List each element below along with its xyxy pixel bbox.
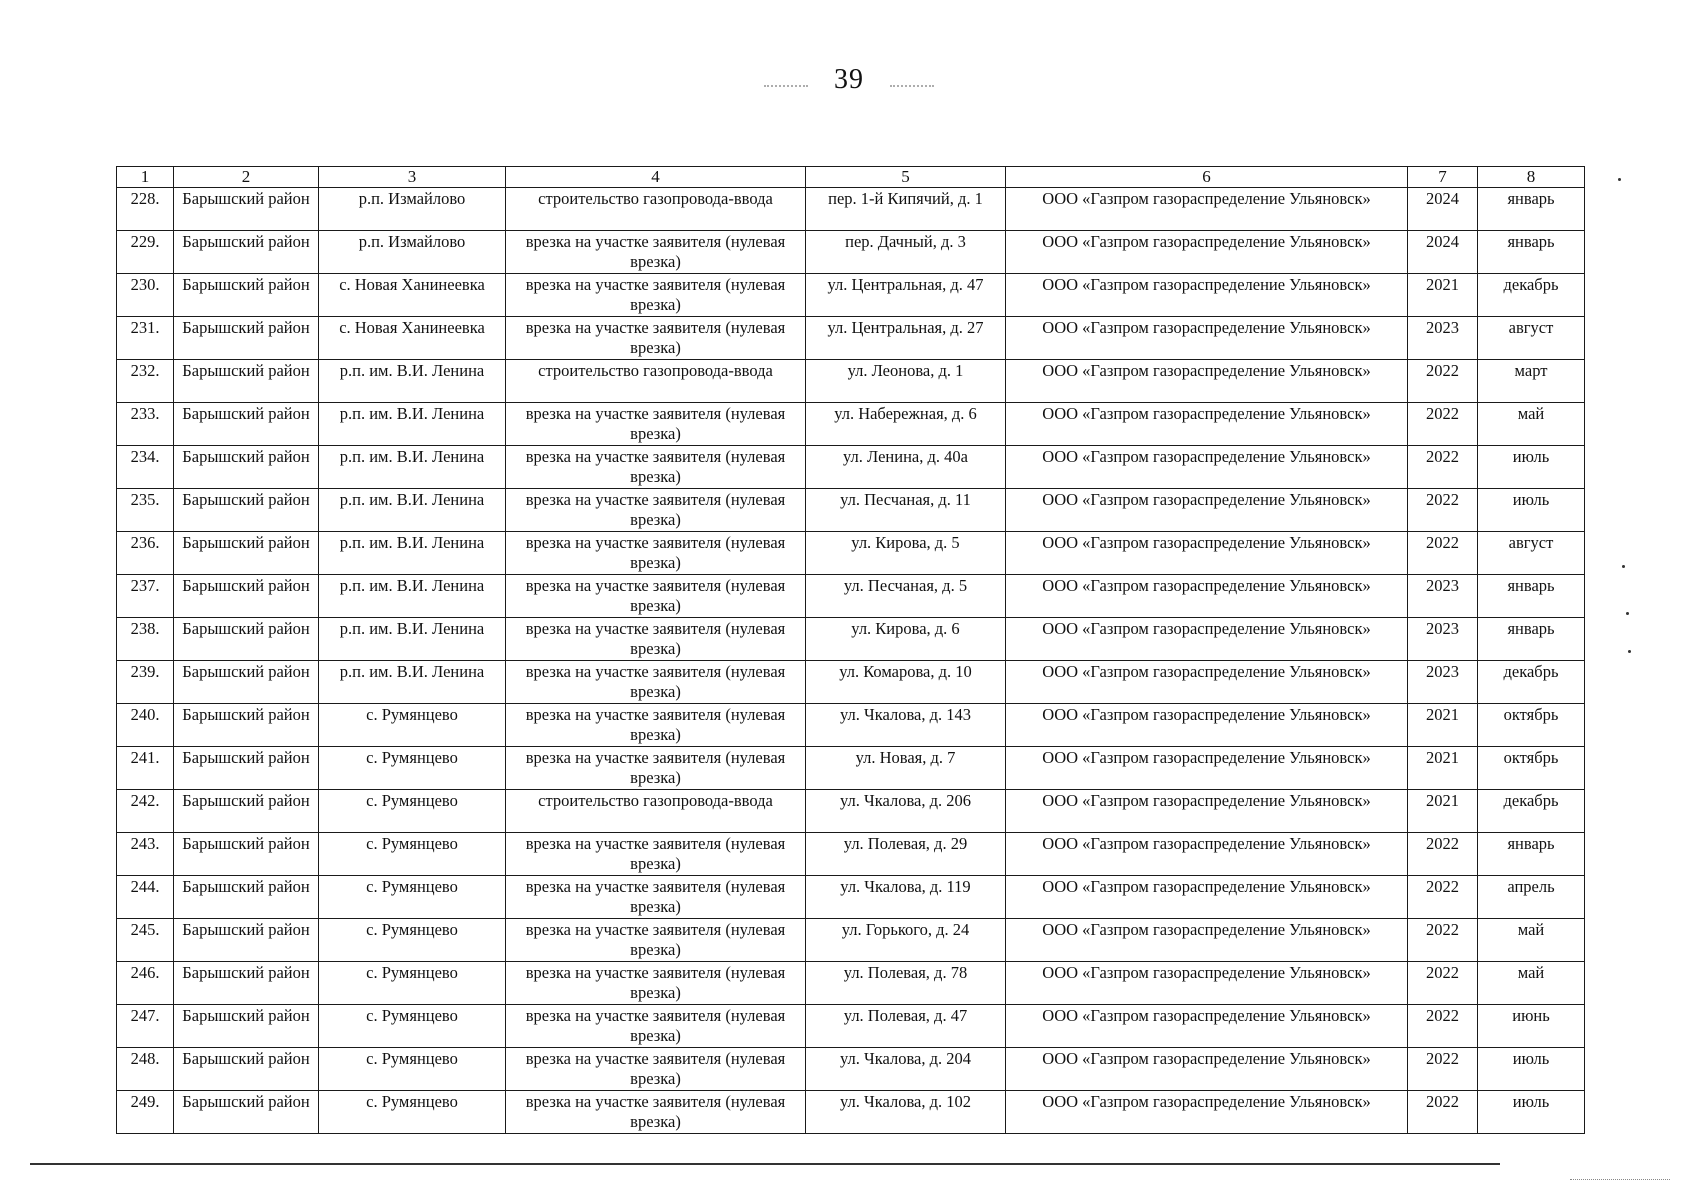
year-cell: 2022: [1408, 1091, 1478, 1134]
settlement-cell: с. Новая Ханинеевка: [319, 274, 506, 317]
year-cell: 2022: [1408, 1048, 1478, 1091]
settlement-cell: с. Новая Ханинеевка: [319, 317, 506, 360]
work-type-cell: врезка на участке заявителя (нулевая врезка): [506, 403, 806, 446]
work-type-cell: врезка на участке заявителя (нулевая врезка): [506, 317, 806, 360]
work-type-cell: врезка на участке заявителя (нулевая врезка): [506, 532, 806, 575]
table-row: [117, 1048, 1585, 1091]
year-cell: 2022: [1408, 489, 1478, 532]
table-row: [117, 489, 1585, 532]
address-cell: ул. Кирова, д. 5: [806, 532, 1006, 575]
work-type-cell: строительство газопровода-ввода: [506, 188, 806, 231]
address-cell: ул. Комарова, д. 10: [806, 661, 1006, 704]
scan-speck: [1626, 612, 1629, 615]
organization-cell: ООО «Газпром газораспределение Ульяновск»: [1006, 919, 1408, 962]
row-number-cell: 237.: [117, 575, 174, 618]
organization-cell: ООО «Газпром газораспределение Ульяновск»: [1006, 231, 1408, 274]
year-cell: 2022: [1408, 833, 1478, 876]
column-header: 7: [1408, 167, 1478, 188]
district-cell: Барышский район: [174, 661, 319, 704]
table-row: [117, 790, 1585, 833]
month-cell: июль: [1478, 489, 1585, 532]
table-row: [117, 618, 1585, 661]
organization-cell: ООО «Газпром газораспределение Ульяновск»: [1006, 446, 1408, 489]
address-cell: ул. Ленина, д. 40а: [806, 446, 1006, 489]
year-cell: 2022: [1408, 532, 1478, 575]
district-cell: Барышский район: [174, 618, 319, 661]
month-cell: июль: [1478, 446, 1585, 489]
month-cell: август: [1478, 317, 1585, 360]
row-number-cell: 248.: [117, 1048, 174, 1091]
row-number-cell: 243.: [117, 833, 174, 876]
row-number-cell: 230.: [117, 274, 174, 317]
table-row: [117, 919, 1585, 962]
work-type-cell: врезка на участке заявителя (нулевая врезка): [506, 575, 806, 618]
district-cell: Барышский район: [174, 532, 319, 575]
organization-cell: ООО «Газпром газораспределение Ульяновск»: [1006, 876, 1408, 919]
row-number-cell: 244.: [117, 876, 174, 919]
year-cell: 2022: [1408, 446, 1478, 489]
column-header: 3: [319, 167, 506, 188]
organization-cell: ООО «Газпром газораспределение Ульяновск»: [1006, 274, 1408, 317]
settlement-cell: с. Румянцево: [319, 1005, 506, 1048]
column-header: 8: [1478, 167, 1585, 188]
work-type-cell: врезка на участке заявителя (нулевая врезка): [506, 1005, 806, 1048]
table-row: [117, 317, 1585, 360]
column-header: 6: [1006, 167, 1408, 188]
year-cell: 2022: [1408, 1005, 1478, 1048]
settlement-cell: р.п. им. В.И. Ленина: [319, 661, 506, 704]
district-cell: Барышский район: [174, 962, 319, 1005]
organization-cell: ООО «Газпром газораспределение Ульяновск»: [1006, 489, 1408, 532]
row-number-cell: 228.: [117, 188, 174, 231]
address-cell: ул. Песчаная, д. 5: [806, 575, 1006, 618]
scan-smudge: [890, 77, 934, 87]
month-cell: октябрь: [1478, 747, 1585, 790]
work-type-cell: врезка на участке заявителя (нулевая врезка): [506, 231, 806, 274]
organization-cell: ООО «Газпром газораспределение Ульяновск»: [1006, 360, 1408, 403]
scan-speck: [1622, 565, 1625, 568]
month-cell: апрель: [1478, 876, 1585, 919]
district-cell: Барышский район: [174, 403, 319, 446]
address-cell: ул. Чкалова, д. 119: [806, 876, 1006, 919]
settlement-cell: р.п. им. В.И. Ленина: [319, 532, 506, 575]
table-row: [117, 403, 1585, 446]
row-number-cell: 249.: [117, 1091, 174, 1134]
month-cell: май: [1478, 403, 1585, 446]
organization-cell: ООО «Газпром газораспределение Ульяновск»: [1006, 962, 1408, 1005]
row-number-cell: 229.: [117, 231, 174, 274]
settlement-cell: р.п. им. В.И. Ленина: [319, 403, 506, 446]
year-cell: 2022: [1408, 919, 1478, 962]
month-cell: декабрь: [1478, 274, 1585, 317]
settlement-cell: р.п. Измайлово: [319, 231, 506, 274]
scan-smudge: [764, 77, 808, 87]
address-cell: ул. Песчаная, д. 11: [806, 489, 1006, 532]
district-cell: Барышский район: [174, 1091, 319, 1134]
month-cell: март: [1478, 360, 1585, 403]
month-cell: январь: [1478, 231, 1585, 274]
work-type-cell: строительство газопровода-ввода: [506, 360, 806, 403]
year-cell: 2023: [1408, 618, 1478, 661]
settlement-cell: с. Румянцево: [319, 962, 506, 1005]
year-cell: 2022: [1408, 360, 1478, 403]
table-row: [117, 446, 1585, 489]
work-type-cell: врезка на участке заявителя (нулевая врезка): [506, 962, 806, 1005]
settlement-cell: с. Румянцево: [319, 919, 506, 962]
year-cell: 2023: [1408, 575, 1478, 618]
address-cell: ул. Полевая, д. 78: [806, 962, 1006, 1005]
year-cell: 2021: [1408, 790, 1478, 833]
address-cell: ул. Полевая, д. 47: [806, 1005, 1006, 1048]
address-cell: ул. Леонова, д. 1: [806, 360, 1006, 403]
row-number-cell: 241.: [117, 747, 174, 790]
table-row: [117, 747, 1585, 790]
table-row: [117, 231, 1585, 274]
district-cell: Барышский район: [174, 876, 319, 919]
district-cell: Барышский район: [174, 188, 319, 231]
month-cell: декабрь: [1478, 661, 1585, 704]
address-cell: пер. 1-й Кипячий, д. 1: [806, 188, 1006, 231]
settlement-cell: р.п. Измайлово: [319, 188, 506, 231]
settlement-cell: р.п. им. В.И. Ленина: [319, 446, 506, 489]
year-cell: 2021: [1408, 274, 1478, 317]
settlement-cell: с. Румянцево: [319, 876, 506, 919]
year-cell: 2021: [1408, 747, 1478, 790]
row-number-cell: 235.: [117, 489, 174, 532]
bottom-rule: [30, 1163, 1500, 1165]
table-row: [117, 274, 1585, 317]
organization-cell: ООО «Газпром газораспределение Ульяновск»: [1006, 317, 1408, 360]
month-cell: май: [1478, 919, 1585, 962]
address-cell: ул. Горького, д. 24: [806, 919, 1006, 962]
month-cell: январь: [1478, 575, 1585, 618]
column-header: 2: [174, 167, 319, 188]
organization-cell: ООО «Газпром газораспределение Ульяновск»: [1006, 790, 1408, 833]
organization-cell: ООО «Газпром газораспределение Ульяновск»: [1006, 403, 1408, 446]
month-cell: январь: [1478, 618, 1585, 661]
page-number: [0, 64, 1698, 96]
organization-cell: ООО «Газпром газораспределение Ульяновск»: [1006, 618, 1408, 661]
district-cell: Барышский район: [174, 274, 319, 317]
table-row: [117, 360, 1585, 403]
organization-cell: ООО «Газпром газораспределение Ульяновск»: [1006, 833, 1408, 876]
district-cell: Барышский район: [174, 1005, 319, 1048]
scan-speck: [1628, 650, 1631, 653]
scan-speck: [1618, 178, 1621, 181]
row-number-cell: 233.: [117, 403, 174, 446]
organization-cell: ООО «Газпром газораспределение Ульяновск»: [1006, 575, 1408, 618]
page-number-text: 39: [834, 64, 864, 95]
table-row: [117, 704, 1585, 747]
district-cell: Барышский район: [174, 231, 319, 274]
month-cell: июль: [1478, 1091, 1585, 1134]
gasification-schedule-table: [116, 166, 1585, 1134]
month-cell: май: [1478, 962, 1585, 1005]
district-cell: Барышский район: [174, 489, 319, 532]
settlement-cell: с. Румянцево: [319, 704, 506, 747]
work-type-cell: врезка на участке заявителя (нулевая врезка): [506, 833, 806, 876]
year-cell: 2022: [1408, 962, 1478, 1005]
row-number-cell: 236.: [117, 532, 174, 575]
year-cell: 2022: [1408, 403, 1478, 446]
district-cell: Барышский район: [174, 919, 319, 962]
organization-cell: ООО «Газпром газораспределение Ульяновск»: [1006, 188, 1408, 231]
address-cell: ул. Новая, д. 7: [806, 747, 1006, 790]
work-type-cell: врезка на участке заявителя (нулевая врезка): [506, 274, 806, 317]
column-header: 4: [506, 167, 806, 188]
table-row: [117, 833, 1585, 876]
settlement-cell: р.п. им. В.И. Ленина: [319, 489, 506, 532]
address-cell: ул. Набережная, д. 6: [806, 403, 1006, 446]
year-cell: 2024: [1408, 231, 1478, 274]
month-cell: июнь: [1478, 1005, 1585, 1048]
address-cell: ул. Центральная, д. 47: [806, 274, 1006, 317]
year-cell: 2023: [1408, 317, 1478, 360]
address-cell: пер. Дачный, д. 3: [806, 231, 1006, 274]
work-type-cell: врезка на участке заявителя (нулевая врезка): [506, 446, 806, 489]
district-cell: Барышский район: [174, 360, 319, 403]
month-cell: декабрь: [1478, 790, 1585, 833]
year-cell: 2021: [1408, 704, 1478, 747]
month-cell: июль: [1478, 1048, 1585, 1091]
table-row: [117, 661, 1585, 704]
row-number-cell: 247.: [117, 1005, 174, 1048]
column-header: 1: [117, 167, 174, 188]
district-cell: Барышский район: [174, 704, 319, 747]
organization-cell: ООО «Газпром газораспределение Ульяновск»: [1006, 1091, 1408, 1134]
work-type-cell: врезка на участке заявителя (нулевая врезка): [506, 747, 806, 790]
organization-cell: ООО «Газпром газораспределение Ульяновск»: [1006, 747, 1408, 790]
year-cell: 2022: [1408, 876, 1478, 919]
table-row: [117, 532, 1585, 575]
organization-cell: ООО «Газпром газораспределение Ульяновск»: [1006, 532, 1408, 575]
month-cell: август: [1478, 532, 1585, 575]
district-cell: Барышский район: [174, 446, 319, 489]
address-cell: ул. Кирова, д. 6: [806, 618, 1006, 661]
settlement-cell: р.п. им. В.И. Ленина: [319, 360, 506, 403]
bottom-rule-dotted: [1570, 1179, 1670, 1180]
table-body: [117, 188, 1585, 1134]
settlement-cell: р.п. им. В.И. Ленина: [319, 575, 506, 618]
work-type-cell: врезка на участке заявителя (нулевая врезка): [506, 618, 806, 661]
work-type-cell: врезка на участке заявителя (нулевая врезка): [506, 489, 806, 532]
work-type-cell: строительство газопровода-ввода: [506, 790, 806, 833]
row-number-cell: 238.: [117, 618, 174, 661]
column-header: 5: [806, 167, 1006, 188]
settlement-cell: с. Румянцево: [319, 1091, 506, 1134]
settlement-cell: с. Румянцево: [319, 747, 506, 790]
table-row: [117, 1005, 1585, 1048]
work-type-cell: врезка на участке заявителя (нулевая врезка): [506, 919, 806, 962]
table-row: [117, 1091, 1585, 1134]
district-cell: Барышский район: [174, 747, 319, 790]
month-cell: январь: [1478, 188, 1585, 231]
organization-cell: ООО «Газпром газораспределение Ульяновск»: [1006, 1005, 1408, 1048]
work-type-cell: врезка на участке заявителя (нулевая врезка): [506, 661, 806, 704]
district-cell: Барышский район: [174, 575, 319, 618]
row-number-cell: 231.: [117, 317, 174, 360]
district-cell: Барышский район: [174, 833, 319, 876]
settlement-cell: р.п. им. В.И. Ленина: [319, 618, 506, 661]
year-cell: 2023: [1408, 661, 1478, 704]
table-row: [117, 962, 1585, 1005]
address-cell: ул. Чкалова, д. 102: [806, 1091, 1006, 1134]
address-cell: ул. Чкалова, д. 206: [806, 790, 1006, 833]
settlement-cell: с. Румянцево: [319, 1048, 506, 1091]
address-cell: ул. Чкалова, д. 143: [806, 704, 1006, 747]
row-number-cell: 232.: [117, 360, 174, 403]
row-number-cell: 245.: [117, 919, 174, 962]
table-row: [117, 876, 1585, 919]
settlement-cell: с. Румянцево: [319, 833, 506, 876]
district-cell: Барышский район: [174, 790, 319, 833]
address-cell: ул. Полевая, д. 29: [806, 833, 1006, 876]
district-cell: Барышский район: [174, 317, 319, 360]
table-header-row: [117, 167, 1585, 188]
month-cell: январь: [1478, 833, 1585, 876]
work-type-cell: врезка на участке заявителя (нулевая врезка): [506, 704, 806, 747]
row-number-cell: 234.: [117, 446, 174, 489]
year-cell: 2024: [1408, 188, 1478, 231]
district-cell: Барышский район: [174, 1048, 319, 1091]
month-cell: октябрь: [1478, 704, 1585, 747]
row-number-cell: 246.: [117, 962, 174, 1005]
address-cell: ул. Чкалова, д. 204: [806, 1048, 1006, 1091]
organization-cell: ООО «Газпром газораспределение Ульяновск»: [1006, 661, 1408, 704]
row-number-cell: 242.: [117, 790, 174, 833]
row-number-cell: 239.: [117, 661, 174, 704]
organization-cell: ООО «Газпром газораспределение Ульяновск»: [1006, 704, 1408, 747]
organization-cell: ООО «Газпром газораспределение Ульяновск»: [1006, 1048, 1408, 1091]
table-row: [117, 188, 1585, 231]
work-type-cell: врезка на участке заявителя (нулевая врезка): [506, 1048, 806, 1091]
settlement-cell: с. Румянцево: [319, 790, 506, 833]
address-cell: ул. Центральная, д. 27: [806, 317, 1006, 360]
row-number-cell: 240.: [117, 704, 174, 747]
work-type-cell: врезка на участке заявителя (нулевая врезка): [506, 876, 806, 919]
table-row: [117, 575, 1585, 618]
work-type-cell: врезка на участке заявителя (нулевая врезка): [506, 1091, 806, 1134]
